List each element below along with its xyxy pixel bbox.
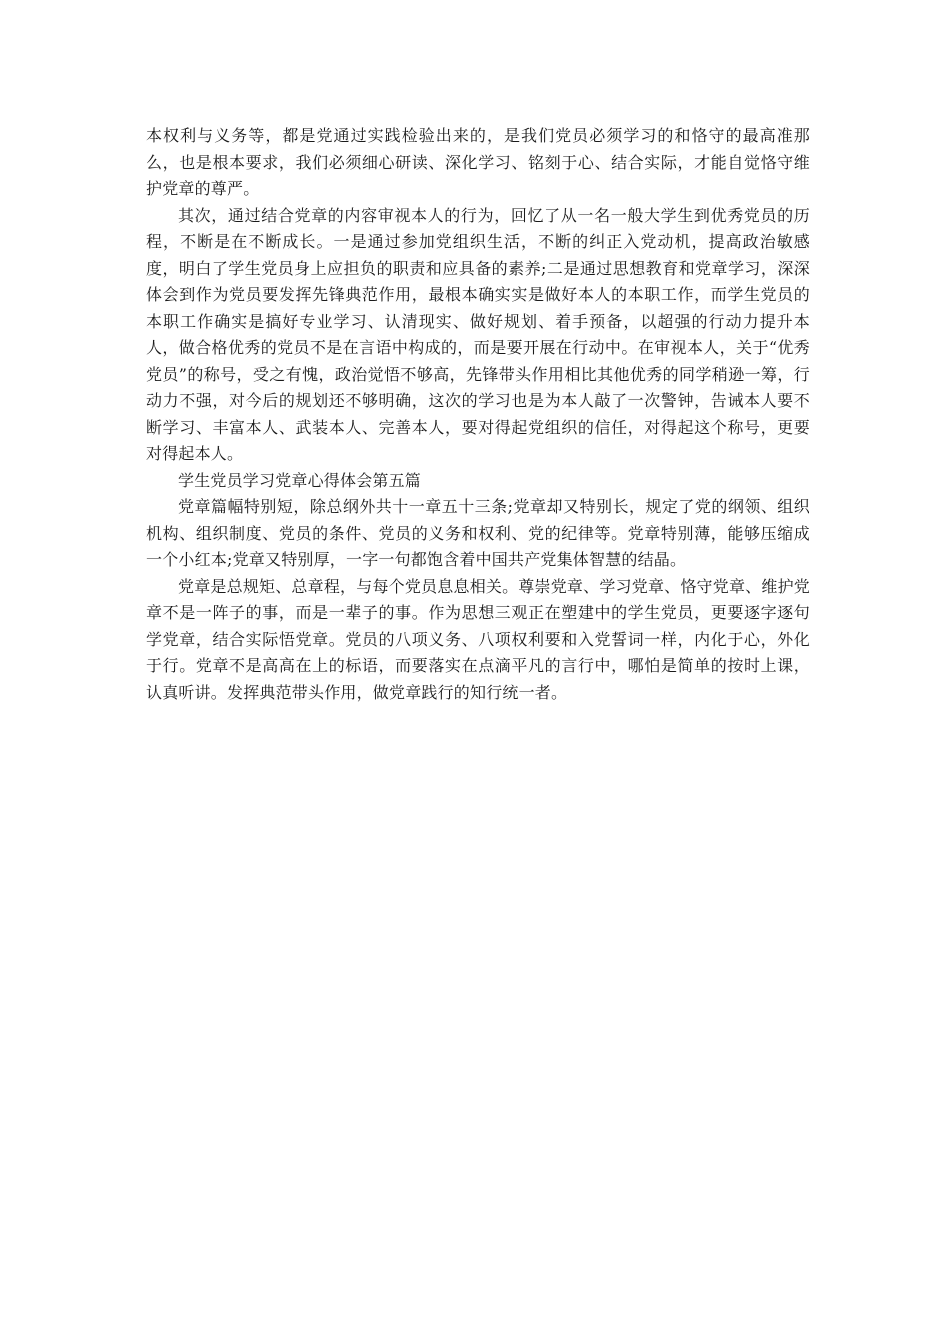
paragraph-party-constitution-length: 党章篇幅特别短，除总纲外共十一章五十三条;党章却又特别长，规定了党的纲领、组织机构、组织制度、党员的条件、党员的义务和权利、党的纪律等。党章特别薄，能够压缩成一个小红本;党章又特别厚，一字一句都饱含着中国共产党集体智慧的结晶。 xyxy=(146,497,810,569)
section-heading: 学生党员学习党章心得体会第五篇 xyxy=(178,470,422,490)
paragraph-party-constitution-practice: 党章是总规矩、总章程，与每个党员息息相关。尊崇党章、学习党章、恪守党章、维护党章不是一阵子的事，而是一辈子的事。作为思想三观正在塑建中的学生党员，更要逐字逐句学党章，结合实际悟党章。党员的八项义务、八项权利要和入党誓词一样，内化于心，外化于行。党章不是高高在上的标语，而要落实在点滴平凡的言行中，哪怕是简单的按时上课，认真听讲。发挥典范带头作用，做党章践行的知行统一者。 xyxy=(146,576,810,702)
paragraph-self-review: 其次，通过结合党章的内容审视本人的行为，回忆了从一名一般大学生到优秀党员的历程，不断是在不断成长。一是通过参加党组织生活，不断的纠正入党动机，提高政治敏感度，明白了学生党员身上应担负的职责和应具备的素养;二是通过思想教育和党章学习，深深体会到作为党员要发挥先锋典范作用，最根本确实实是做好本人的本职工作，而学生党员的本职工作确实是搞好专业学习、认清现实、做好规划、着手预备，以超强的行动力提升本人，做合格优秀的党员不是在言语中构成的，而是要开展在行动中。在审视本人，关于“优秀党员”的称号，受之有愧，政治觉悟不够高，先锋带头作用相比其他优秀的同学稍逊一筹，行动力不强，对今后的规划还不够明确，这次的学习也是为本人敲了一次警钟，告诫本人要不断学习、丰富本人、武装本人、完善本人，要对得起党组织的信任，对得起这个称号，更要对得起本人。 xyxy=(146,205,810,463)
paragraph-continuation: 本权利与义务等，都是党通过实践检验出来的，是我们党员必须学习的和恪守的最高准那么，也是根本要求，我们必须细心研读、深化学习、铭刻于心、结合实际，才能自觉恪守维护党章的尊严。 xyxy=(146,126,810,198)
document-body xyxy=(146,123,810,706)
